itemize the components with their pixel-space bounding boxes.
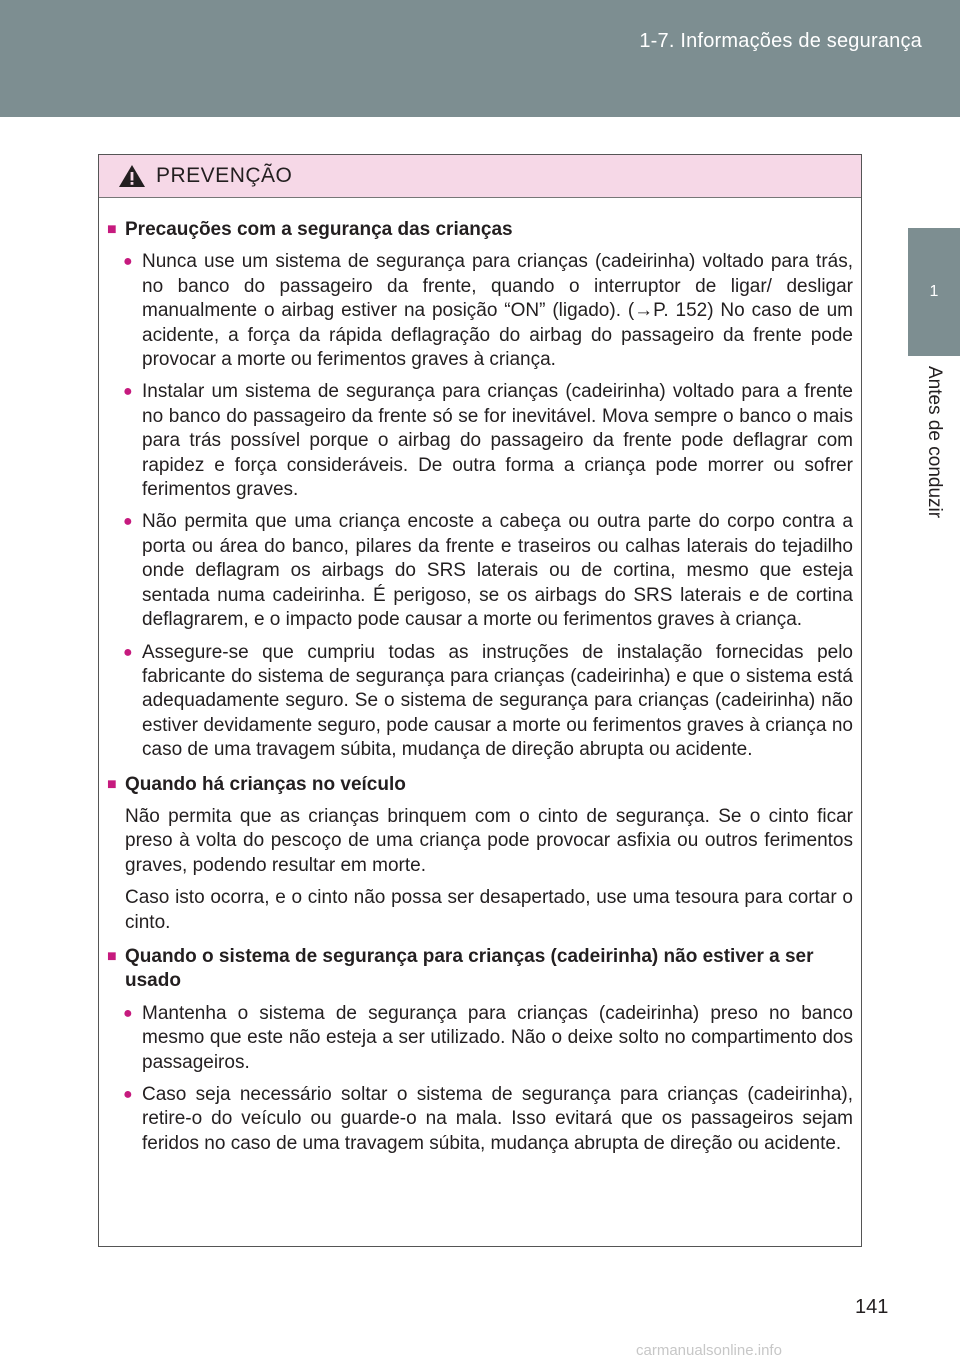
list-item-text: Instalar um sistema de segurança para crianças (cadeirinha) voltado para a frente no banco do passageiro da frente só se for inevitável. Mova sempre o banco o mais para trás possível porque o airbag do passageiro da frente pode deflagrar com rapidez e força consideráveis. De outra forma a criança pode morrer ou sofrer ferimentos graves.: [142, 381, 853, 501]
warning-title: PREVENÇÃO: [156, 164, 293, 187]
list-item-text: Nunca use um sistema de segurança para crianças (cadeirinha) voltado para trás, no banco do passageiro da frente, quando o interruptor de ligar/ desligar manualmente o airbag estiver na posição “ON” (ligado). (→P. 152) No caso de um acidente, a força da rápida deflagração do airbag do passageiro da frente pode provocar a morte ou ferimentos graves à criança.: [142, 251, 853, 371]
list-item: [123, 250, 853, 372]
section-heading: [107, 218, 853, 242]
warning-section: [107, 218, 853, 763]
watermark: carmanualsonline.info: [636, 1342, 782, 1359]
list-item-text: Mantenha o sistema de segurança para crianças (cadeirinha) preso no banco mesmo que este não esteja a ser utilizado. Não o deixe solto no compartimento dos passageiros.: [142, 1002, 853, 1073]
list-item-text: Assegure-se que cumpriu todas as instruções de instalação fornecidas pelo fabricante do sistema de segurança para crianças (cadeirinha) e que o sistema está adequadamente seguro. Se o sistema de segurança para crianças (cadeirinha) não estiver devidamente seguro, pode causar a morte ou ferimentos graves à criança no caso de uma travagem súbita, mudança de direção abrupta ou acidente.: [142, 641, 853, 761]
list-item: [123, 380, 853, 502]
list-item-text: Caso seja necessário soltar o sistema de segurança para crianças (cadeirinha), retire-o do veículo ou guarde-o na mala. Isso evitará que os passageiros sejam feridos no caso de uma travagem súbita, mudança abrupta de direção ou acidente.: [142, 1084, 853, 1154]
square-bullet-icon: ■: [107, 221, 117, 238]
page-number: 141: [855, 1296, 889, 1318]
chapter-number: 1: [929, 283, 939, 300]
list-item: [123, 1002, 853, 1075]
list-item-text: Não permita que uma criança encoste a cabeça ou outra parte do corpo contra a porta ou área do banco, pilares da frente e traseiros ou calhas laterais do tejadilho onde deflagram os airbags do SRS laterais ou de cortina, mesmo que esteja sentada numa cadeirinha. É perigoso, se os airbags do SRS laterais e de cortina deflagrarem, e o impacto pode causar a morte ou ferimentos graves à criança.: [142, 511, 853, 631]
section-heading-text: Quando há crianças no veículo: [125, 773, 406, 795]
warning-box: [98, 154, 862, 1247]
list-item: [123, 510, 853, 632]
square-bullet-icon: ■: [107, 775, 117, 793]
list-item: [123, 1083, 853, 1156]
top-header-band: [0, 0, 960, 117]
circle-bullet-icon: ●: [123, 643, 133, 661]
warning-header: [99, 155, 861, 198]
chapter-tab: [908, 228, 960, 356]
section-heading: [107, 773, 853, 797]
list-item: [123, 641, 853, 763]
square-bullet-icon: ■: [107, 947, 117, 965]
paragraph: Não permita que as crianças brinquem com o cinto de segurança. Se o cinto ficar preso à volta do pescoço de uma criança pode provocar asfixia ou outros ferimentos graves, podendo resultar em morte.: [125, 805, 853, 876]
circle-bullet-icon: ●: [123, 253, 133, 271]
warning-section: [107, 773, 853, 935]
section-title: 1-7. Informações de segurança: [639, 30, 922, 52]
warning-section: [107, 945, 853, 1156]
chapter-label-text: Antes de conduzir: [924, 366, 945, 519]
section-heading-text: Quando o sistema de segurança para crianças (cadeirinha) não estiver a ser usado: [125, 945, 814, 992]
circle-bullet-icon: ●: [123, 383, 133, 401]
chapter-label: [908, 360, 960, 580]
section-heading: [107, 945, 853, 994]
warning-triangle-icon: [118, 164, 146, 188]
circle-bullet-icon: ●: [123, 1086, 133, 1103]
warning-body: [99, 198, 861, 1156]
circle-bullet-icon: ●: [123, 513, 133, 531]
circle-bullet-icon: ●: [123, 1004, 133, 1022]
section-heading-text: Precauções com a segurança das crianças: [125, 219, 513, 240]
paragraph: Caso isto ocorra, e o cinto não possa ser desapertado, use uma tesoura para cortar o cinto.: [125, 887, 853, 933]
